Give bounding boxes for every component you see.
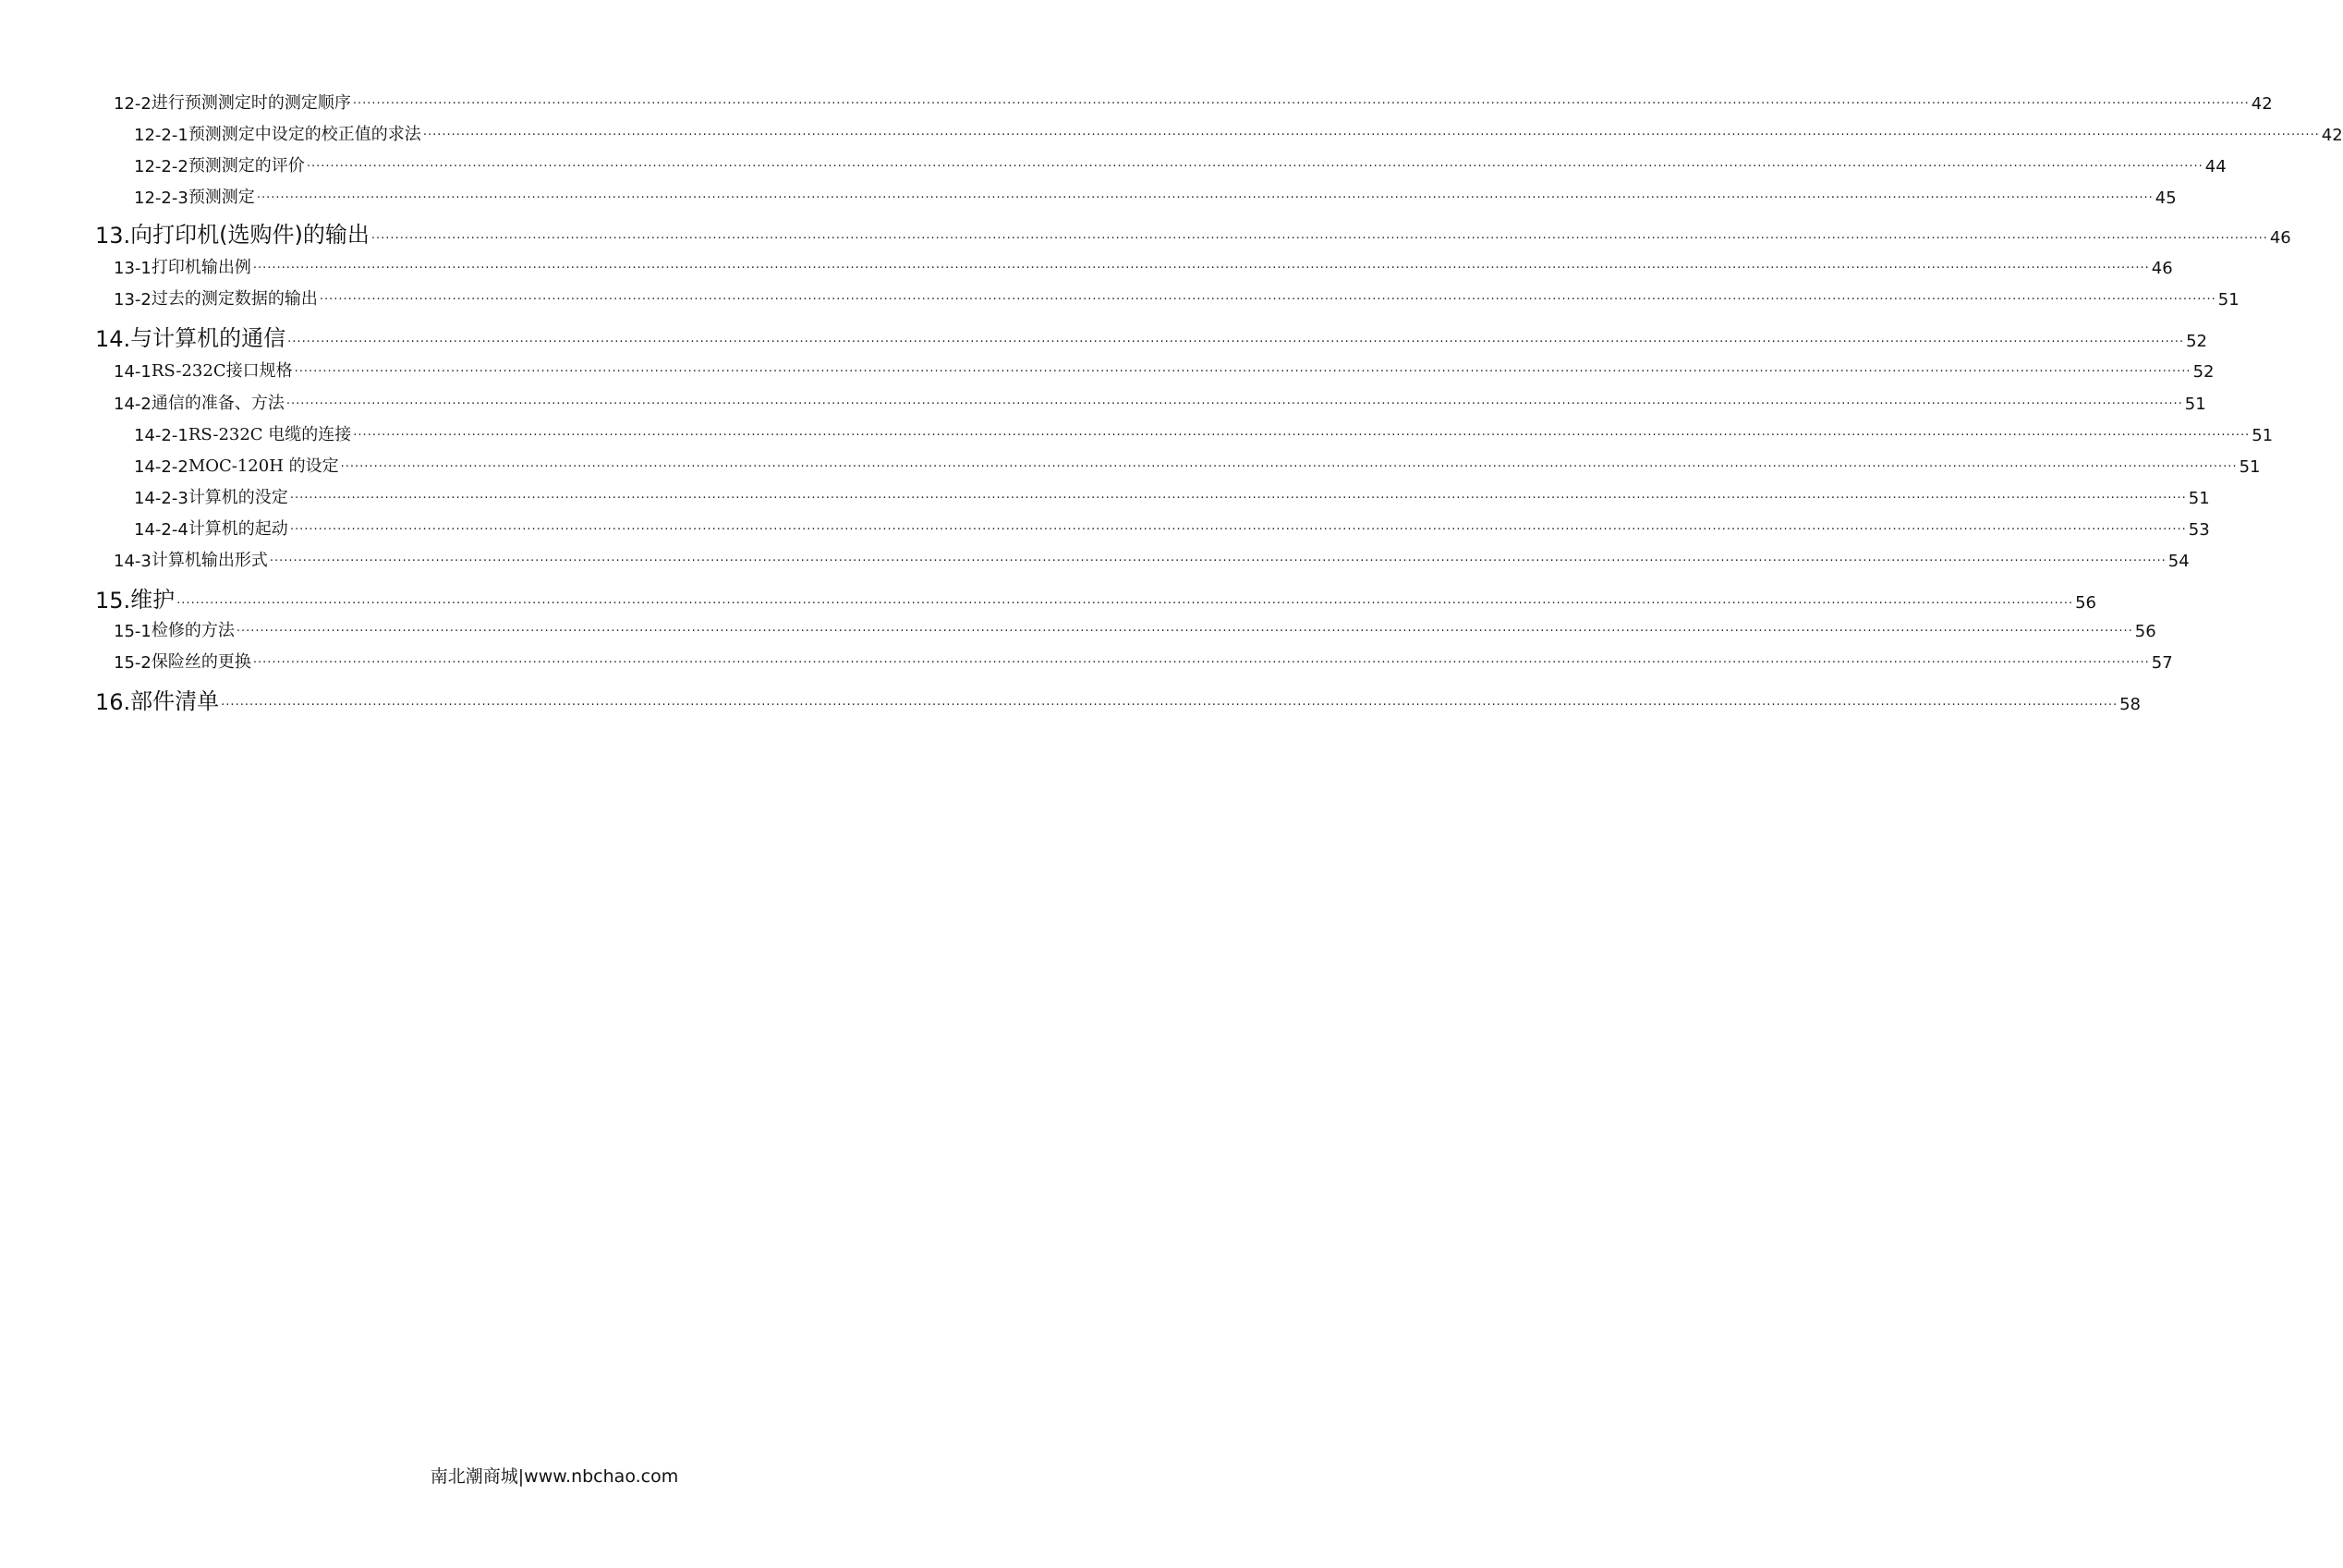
toc-entry-title: 向打印机(选购件)的输出 — [130, 222, 370, 248]
toc-entry-number: 12-2-2 — [134, 157, 188, 176]
toc-entry-number: 13-2 — [114, 290, 152, 310]
toc-entry-page: 44 — [2204, 157, 2227, 176]
dot-leader: ················································································································································································································································································································································································································ — [370, 232, 2268, 246]
dot-leader: ················································································································································································································································································································································································································ — [287, 335, 2185, 349]
toc-entry-number: 15-1 — [114, 622, 152, 641]
dot-leader: ················································································································································································································································································································································································································ — [422, 128, 2320, 142]
toc-entry-number: 15-2 — [114, 653, 152, 673]
toc-entry[interactable] — [0, 180, 2177, 208]
toc-entry-title: 预测测定中设定的校正值的求法 — [188, 125, 421, 144]
toc-entry-page: 56 — [2134, 622, 2156, 641]
dot-leader: ················································································································································································································································································································································································································ — [269, 554, 2167, 568]
toc-entry-page: 54 — [2167, 552, 2190, 571]
toc-entry-title: 部件清单 — [130, 688, 220, 714]
toc-entry[interactable] — [0, 250, 2173, 278]
toc-entry-title: MOC-120H 的设定 — [188, 456, 339, 476]
toc-entry[interactable] — [0, 117, 2343, 145]
dot-leader: ················································································································································································································································································································································································································ — [319, 293, 2216, 307]
toc-entry-title: 打印机输出例 — [151, 258, 251, 277]
dot-leader: ················································································································································································································································································································································································································ — [236, 625, 2133, 638]
toc-entry-page: 51 — [2252, 426, 2274, 445]
toc-entry[interactable] — [0, 217, 2291, 249]
toc-entry-number: 12-2 — [114, 94, 152, 114]
toc-entry-title: 计算机的起动 — [188, 519, 288, 539]
toc-entry[interactable] — [0, 386, 2206, 414]
dot-leader: ················································································································································································································································································································································································································ — [252, 261, 2150, 275]
dot-leader: ················································································································································································································································································································································································································ — [353, 429, 2251, 443]
toc-entry-page: 51 — [2188, 489, 2210, 508]
toc-entry-title: 过去的测定数据的输出 — [151, 289, 318, 309]
toc-entry-page: 46 — [2269, 228, 2291, 248]
toc-entry-number: 14-2-2 — [134, 457, 188, 477]
toc-entry[interactable] — [0, 149, 2227, 176]
toc-entry-number: 15. — [95, 588, 131, 614]
toc-entry-page: 52 — [2186, 332, 2208, 351]
toc-entry[interactable] — [0, 512, 2210, 540]
toc-entry-title: 预测测定的评价 — [188, 156, 305, 176]
toc-entry-title: 检修的方法 — [151, 621, 235, 640]
toc-entry-title: 通信的准备、方法 — [151, 394, 285, 413]
dot-leader: ················································································································································································································································································································································································································ — [285, 397, 2183, 411]
toc-entry-page: 45 — [2155, 188, 2177, 208]
toc-entry[interactable] — [0, 321, 2208, 352]
toc-entry[interactable] — [0, 449, 2261, 477]
toc-entry-page: 51 — [2184, 395, 2206, 414]
toc-entry-number: 14-2-4 — [134, 520, 188, 540]
toc-entry[interactable] — [0, 582, 2097, 614]
dot-leader: ················································································································································································································································································································································································································ — [176, 597, 2074, 611]
toc-entry[interactable] — [0, 282, 2240, 310]
toc-entry-number: 14-3 — [114, 552, 152, 571]
toc-entry-number: 12-2-1 — [134, 126, 188, 145]
toc-entry-title: 计算机的没定 — [188, 488, 288, 507]
toc-entry-title: RS-232C 电缆的连接 — [188, 425, 352, 444]
toc-entry-title: 维护 — [130, 587, 176, 613]
dot-leader: ················································································································································································································································································································································································································ — [252, 656, 2150, 670]
toc-entry-number: 13-1 — [114, 259, 152, 278]
toc-entry[interactable] — [0, 614, 2156, 641]
dot-leader: ················································································································································································································································································································································································································ — [340, 460, 2238, 474]
toc-entry-page: 51 — [2239, 457, 2261, 477]
toc-entry[interactable] — [0, 543, 2190, 571]
toc-entry-page: 58 — [2119, 695, 2142, 714]
toc-entry-number: 14-2-1 — [134, 426, 188, 445]
toc-entry[interactable] — [0, 645, 2173, 673]
toc-entry-number: 14-2 — [114, 395, 152, 414]
toc-entry-title: RS-232C接口规格 — [151, 361, 293, 381]
dot-leader: ················································································································································································································································································································································································································ — [352, 97, 2250, 111]
toc-entry-page: 57 — [2151, 653, 2173, 673]
toc-entry-page: 56 — [2075, 593, 2097, 613]
toc-entry-number: 14-2-3 — [134, 489, 188, 508]
toc-entry-page: 46 — [2151, 259, 2173, 278]
toc-entry-number: 14. — [95, 326, 131, 352]
toc-entry-title: 预测测定 — [188, 188, 255, 207]
footer-watermark: 南北潮商城|www.nbchao.com — [430, 1466, 679, 1487]
toc-entry[interactable] — [0, 684, 2142, 715]
dot-leader: ················································································································································································································································································································································································································ — [289, 492, 2187, 505]
dot-leader: ················································································································································································································································································································································································································ — [289, 523, 2187, 537]
dot-leader: ················································································································································································································································································································································································································ — [294, 365, 2191, 379]
toc-entry[interactable] — [0, 354, 2215, 382]
toc-entry-title: 与计算机的通信 — [130, 325, 286, 351]
toc-entry-page: 42 — [2321, 126, 2343, 145]
toc-entry-title: 保险丝的更换 — [151, 652, 251, 672]
toc-entry-page: 51 — [2217, 290, 2240, 310]
toc-entry-number: 13. — [95, 223, 131, 249]
toc-entry-title: 计算机输出形式 — [151, 551, 268, 570]
toc-entry-page: 53 — [2188, 520, 2210, 540]
dot-leader: ················································································································································································································································································································································································································ — [256, 191, 2154, 205]
toc-entry-page: 52 — [2192, 362, 2215, 382]
dot-leader: ················································································································································································································································································································································································································ — [306, 160, 2203, 174]
toc-entry-number: 12-2-3 — [134, 188, 188, 208]
toc-entry[interactable] — [0, 86, 2273, 114]
toc-entry-title: 进行预测测定时的测定顺序 — [151, 93, 351, 113]
toc-entry[interactable] — [0, 480, 2210, 508]
toc-entry-page: 42 — [2251, 94, 2273, 114]
dot-leader: ················································································································································································································································································································································································································ — [221, 699, 2118, 712]
toc-entry-number: 14-1 — [114, 362, 152, 382]
toc-entry[interactable] — [0, 418, 2274, 445]
toc-entry-number: 16. — [95, 689, 131, 715]
